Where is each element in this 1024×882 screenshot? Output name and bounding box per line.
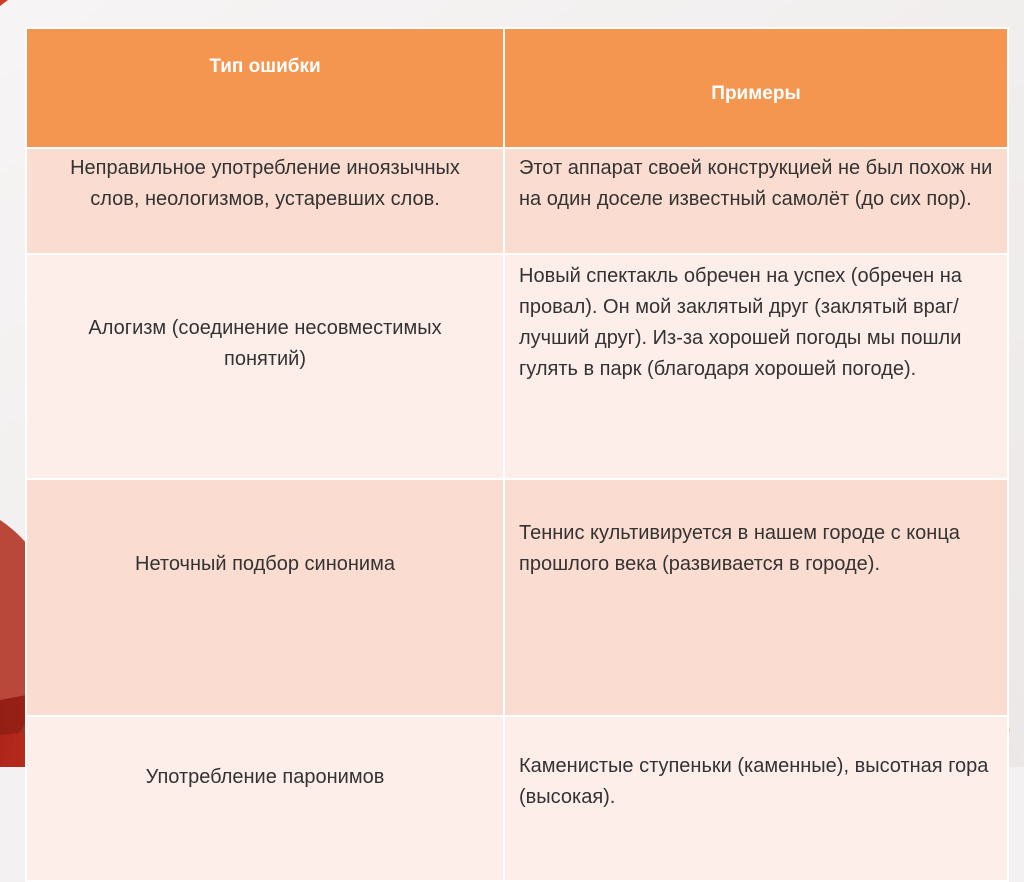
table-row [26, 148, 1008, 254]
example-cell: Каменистые ступеньки (каменные), высотная гора (высокая). [504, 716, 1008, 881]
table-row [26, 254, 1008, 479]
error-type-cell: Неправильное употребление иноязычных слов, неологизмов, устаревших слов. [26, 148, 504, 254]
header-error-type: Тип ошибки [26, 28, 504, 148]
error-type-cell: Употребление паронимов [26, 716, 504, 881]
header-examples: Примеры [504, 28, 1008, 148]
table-row [26, 479, 1008, 716]
error-type-cell: Алогизм (соединение несовместимых понятий) [26, 254, 504, 479]
example-cell: Теннис культивируется в нашем городе с конца прошлого века (развивается в городе). [504, 479, 1008, 716]
example-cell: Новый спектакль обречен на успех (обречен на провал). Он мой заклятый друг (заклятый враг/лучший друг). Из-за хорошей погоды мы пошли гулять в парк (благодаря хорошей погоде). [504, 254, 1008, 479]
table-header-row [26, 28, 1008, 148]
errors-table-container [25, 27, 1007, 882]
table-row [26, 716, 1008, 881]
errors-table [25, 27, 1009, 882]
example-cell: Этот аппарат своей конструкцией не был похож ни на один доселе известный самолёт (до сих пор). [504, 148, 1008, 254]
error-type-cell: Неточный подбор синонима [26, 479, 504, 716]
